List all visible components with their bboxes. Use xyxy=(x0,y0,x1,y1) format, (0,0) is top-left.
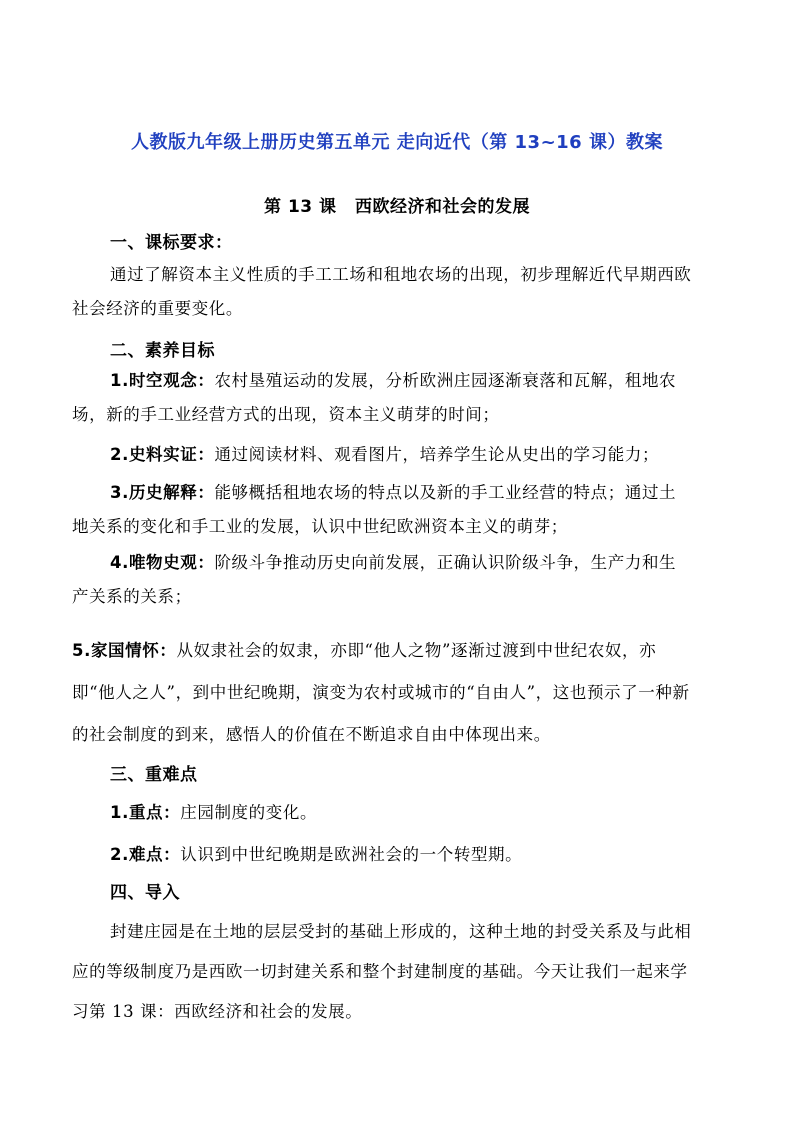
document-title: 人教版九年级上册历史第五单元 走向近代（第 13~16 课）教案 xyxy=(131,132,663,153)
key-point-item xyxy=(72,796,692,830)
goal-item xyxy=(72,438,692,472)
goal-label: 2.史料实证： xyxy=(110,445,215,464)
key-point-item xyxy=(72,838,692,872)
section-heading-intro: 四、导入 xyxy=(110,883,180,903)
goal-item xyxy=(72,364,692,432)
key-point-text: 庄园制度的变化。 xyxy=(180,803,318,822)
key-point-label: 1.重点： xyxy=(110,803,181,822)
goal-text: 通过阅读材料、观看图片，培养学生论从史出的学习能力； xyxy=(214,445,660,464)
goal-item xyxy=(72,546,692,614)
lesson-number: 第 13 课 xyxy=(264,197,337,217)
goal-label: 1.时空观念： xyxy=(110,371,215,390)
goal-text: 农村垦殖运动的发展，分析欧洲庄园逐渐衰落和瓦解，租地农场，新的手工业经营方式的出现，资本主义萌芽的时间； xyxy=(72,371,677,424)
section-heading-goals: 二、素养目标 xyxy=(110,341,215,361)
lesson-name: 西欧经济和社会的发展 xyxy=(354,197,530,217)
section-heading-standards: 一、课标要求： xyxy=(110,233,233,253)
goal-label: 4.唯物史观： xyxy=(110,553,215,572)
key-point-label: 2.难点： xyxy=(110,845,181,864)
intro-text: 封建庄园是在土地的层层受封的基础上形成的，这种土地的封受关系及与此相应的等级制度乃是西欧一切封建关系和整个封建制度的基础。今天让我们一起来学习第 13 课：西欧经济和社会的发展。 xyxy=(72,922,692,1021)
lesson-title xyxy=(0,192,794,217)
goal-text: 从奴隶社会的奴隶，亦即“他人之物”逐渐过渡到中世纪农奴，亦即“他人之人”，到中世纪晚期，演变为农村或城市的“自由人”，这也预示了一种新的社会制度的到来，感悟人的价值在不断追求自由中体现出来。 xyxy=(72,641,690,744)
standards-text: 通过了解资本主义性质的手工工场和租地农场的出现，初步理解近代早期西欧社会经济的重要变化。 xyxy=(72,265,692,318)
goal-label: 3.历史解释： xyxy=(110,483,215,502)
goal-text: 阶级斗争推动历史向前发展，正确认识阶级斗争，生产力和生产关系的关系； xyxy=(72,553,677,606)
goal-item xyxy=(72,476,692,544)
goal-item xyxy=(72,630,692,756)
key-point-text: 认识到中世纪晚期是欧洲社会的一个转型期。 xyxy=(180,845,523,864)
goal-text: 能够概括租地农场的特点以及新的手工业经营的特点；通过土地关系的变化和手工业的发展，认识中世纪欧洲资本主义的萌芽； xyxy=(72,483,677,536)
section-heading-key-points: 三、重难点 xyxy=(110,765,198,785)
goal-label: 5.家国情怀： xyxy=(72,641,177,660)
